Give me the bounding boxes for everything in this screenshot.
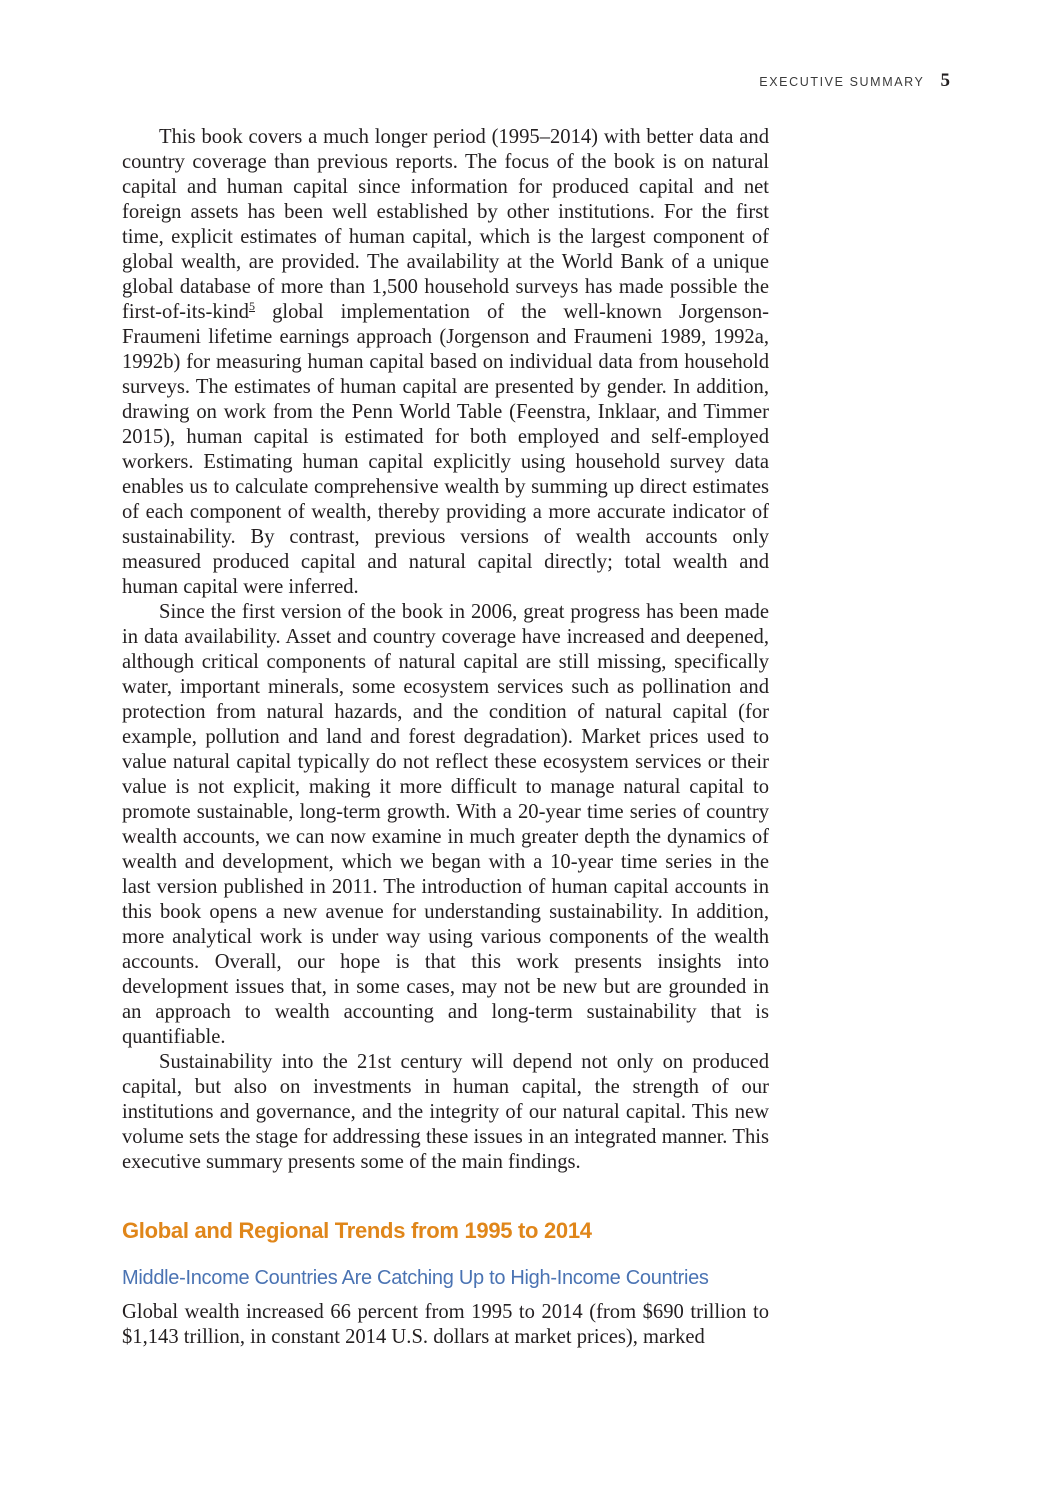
running-header-section-title: EXECUTIVE SUMMARY (759, 75, 925, 89)
footnote-reference-5[interactable]: 5 (248, 299, 255, 314)
body-paragraph-2: Since the first version of the book in 2006, great progress has been made in data availability. Asset and country coverage have increased and deepened, although critical components of natural capital are still missing, specifically water, important minerals, some ecosystem services such as pollination and protection from natural hazards, and the condition of natural capital (for example, pollution and land and forest degradation). Market prices used to value natural capital typically do not reflect these ecosystem services or their value is not explicit, making it more difficult to manage natural capital to promote sustainable, long-term growth. With a 20-year time series of country wealth accounts, we can now examine in much greater depth the dynamics of wealth and development, which we began with a 10-year time series in the last version published in 2011. The introduction of human capital accounts in this book opens a new avenue for understanding sustainability. In addition, more analytical work is under way using various components of the wealth accounts. Overall, our hope is that this work presents insights into development issues that, in some cases, may not be new but are grounded in an approach to wealth accounting and long-term sustainability that is quantifiable. (122, 601, 769, 1048)
body-paragraph-3: Sustainability into the 21st century will depend not only on produced capital, but also on investments in human capital, the strength of our institutions and governance, and the integrity of our natural capital. This new volume sets the stage for addressing these issues in an integrated manner. This executive summary presents some of the main findings. (122, 1051, 769, 1173)
body-paragraph-4: Global wealth increased 66 percent from 1995 to 2014 (from $690 trillion to $1,143 trillion, in constant 2014 U.S. dollars at market prices), marked (122, 1301, 769, 1348)
running-header (759, 70, 950, 92)
body-paragraph-1 (122, 125, 769, 600)
body-paragraph-1-part-a: This book covers a much longer period (1995–2014) with better data and country coverage than previous reports. The focus of the book is on natural capital and human capital since information for produced capital and net foreign assets has been well established by other institutions. For the first time, explicit estimates of human capital, which is the largest component of global wealth, are provided. The availability at the World Bank of a unique global database of more than 1,500 household surveys has made possible the first-of-its-kind (122, 126, 769, 323)
page-number: 5 (940, 70, 950, 91)
page-body (122, 125, 769, 1350)
section-heading: Global and Regional Trends from 1995 to 2014 (122, 1218, 592, 1243)
subsection-heading: Middle-Income Countries Are Catching Up to High-Income Countries (122, 1267, 709, 1289)
body-paragraph-1-part-b: global implementation of the well-known Jorgenson-Fraumeni lifetime earnings approach (Jorgenson and Fraumeni 1989, 1992a, 1992b) for measuring human capital based on individual data from household surveys. The estimates of human capital are presented by gender. In addition, drawing on work from the Penn World Table (Feenstra, Inklaar, and Timmer 2015), human capital is estimated for both employed and self-employed workers. Estimating human capital explicitly using household survey data enables us to calculate comprehensive wealth by summing up direct estimates of each component of wealth, thereby providing a more accurate indicator of sustainability. By contrast, previous versions of wealth accounts only measured produced capital and natural capital directly; total wealth and human capital were inferred. (122, 301, 769, 598)
